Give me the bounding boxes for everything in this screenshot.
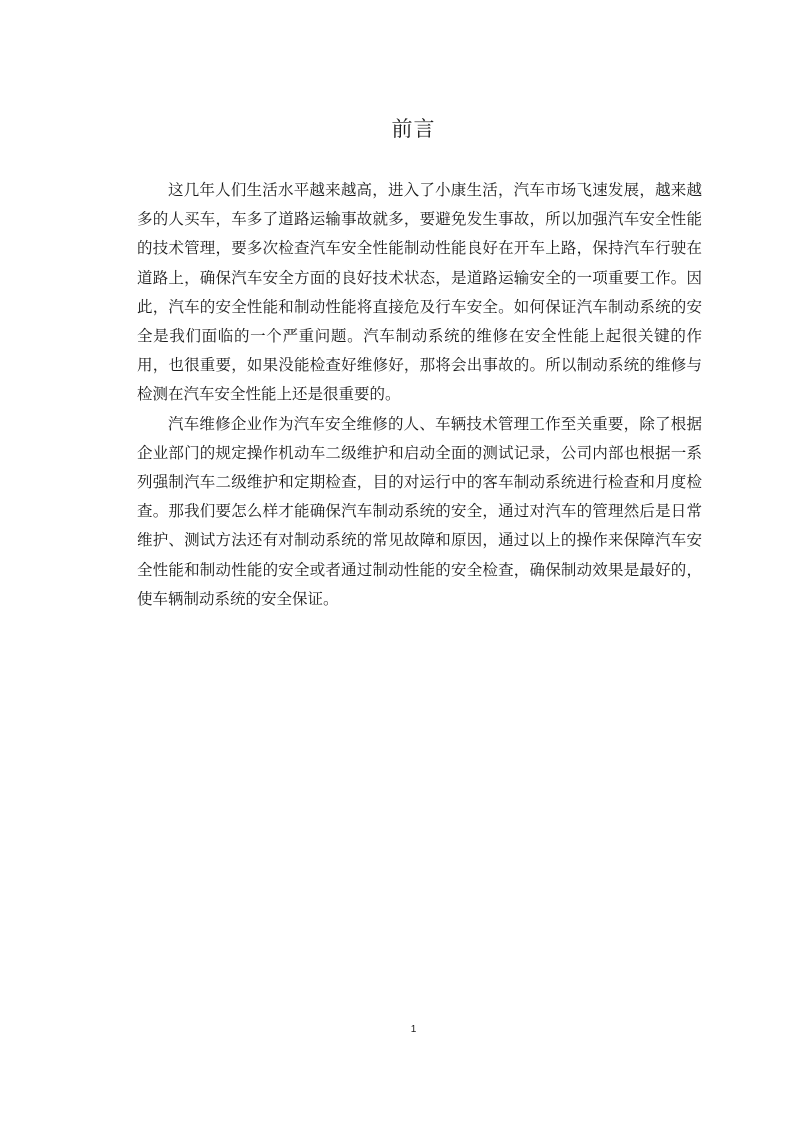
page-title: 前言 <box>391 117 436 141</box>
paragraph-1: 这几年人们生活水平越来越高，进入了小康生活，汽车市场飞速发展，越来越多的人买车，车多了道路运输事故就多，要避免发生事故，所以加强汽车安全性能的技术管理，要多次检查汽车安全性能制动性能良好在开车上路，保持汽车行驶在道路上，确保汽车安全方面的良好技术状态，是道路运输安全的一项重要工作。因此，汽车的安全性能和制动性能将直接危及行车安全。如何保证汽车制动系统的安全是我们面临的一个严重问题。汽车制动系统的维修在安全性能上起很关键的作用，也很重要，如果没能检查好维修好，那将会出事故的。所以制动系统的维修与检测在汽车安全性能上还是很重要的。 <box>137 181 702 404</box>
body-text <box>137 176 702 614</box>
page-number: 1 <box>410 1024 417 1035</box>
paragraph-2: 汽车维修企业作为汽车安全维修的人、车辆技术管理工作至关重要，除了根据企业部门的规定操作机动车二级维护和启动全面的测试记录，公司内部也根据一系列强制汽车二级维护和定期检查，目的对运行中的客车制动系统进行检查和月度检查。那我们要怎么样才能确保汽车制动系统的安全，通过对汽车的管理然后是日常维护、测试方法还有对制动系统的常见故障和原因，通过以上的操作来保障汽车安全性能和制动性能的安全或者通过制动性能的安全检查，确保制动效果是最好的，使车辆制动系统的安全保证。 <box>137 414 702 608</box>
